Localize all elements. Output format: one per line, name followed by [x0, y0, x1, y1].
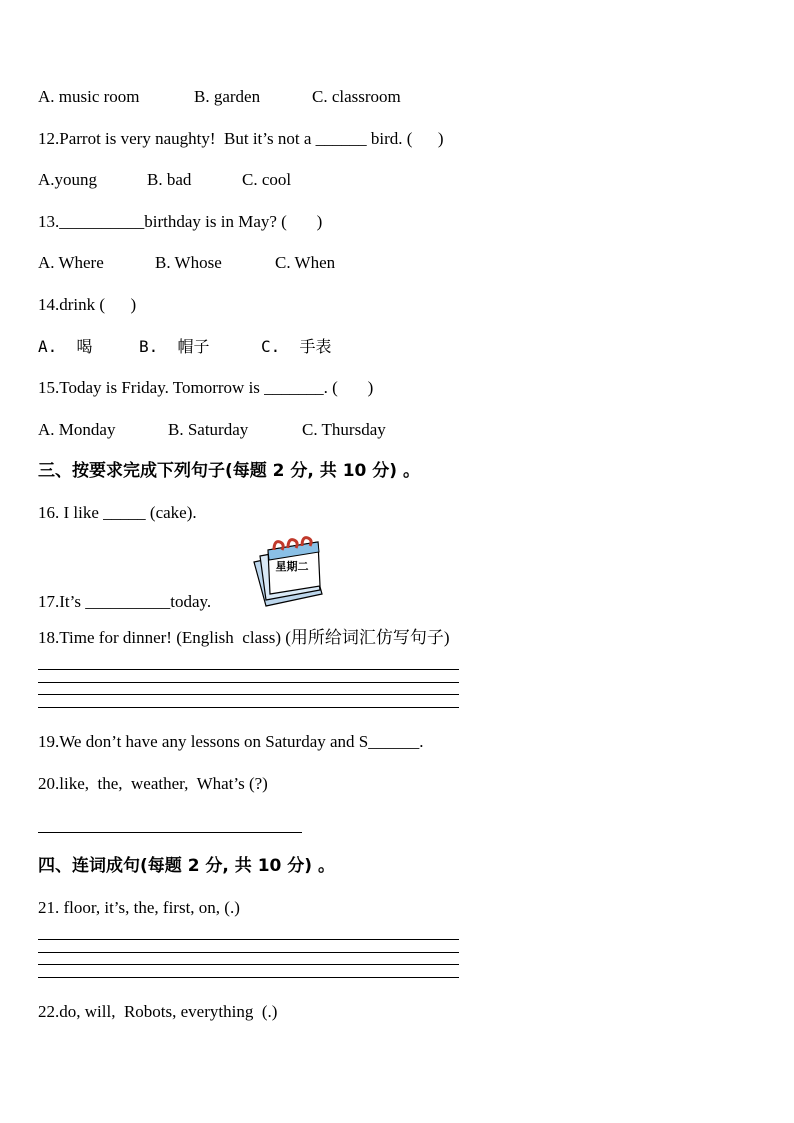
answer-line — [38, 952, 459, 953]
answer-line — [38, 707, 459, 708]
answer-line — [38, 669, 459, 670]
question-17: 17.It’s __________today. — [38, 592, 212, 611]
q13-option-a: A. Where — [38, 253, 104, 272]
q11-option-b: B. garden — [194, 87, 261, 106]
calendar-icon — [244, 536, 326, 608]
q12-option-c: C. cool — [242, 170, 292, 189]
answer-line — [38, 682, 459, 683]
answer-line — [38, 977, 459, 978]
question-16: 16. I like _____ (cake). — [38, 503, 197, 522]
question-21: 21. floor, it’s, the, first, on, (.) — [38, 898, 240, 917]
q12-option-a: A.young — [38, 170, 98, 189]
q15-option-b: B. Saturday — [168, 420, 249, 439]
question-22: 22.do, will, Robots, everything (.) — [38, 1002, 278, 1021]
answer-line — [38, 964, 459, 965]
q11-option-a: A. music room — [38, 87, 140, 106]
q12-option-b: B. bad — [147, 170, 192, 189]
answer-line — [38, 694, 459, 695]
q15-option-c: C. Thursday — [302, 420, 386, 439]
q13-option-b: B. Whose — [155, 253, 222, 272]
section-4-heading: 四、连词成句(每题 2 分, 共 10 分) 。 — [38, 856, 335, 876]
q14-option-a: A. 喝 — [38, 337, 93, 356]
answer-line — [38, 939, 459, 940]
q14-option-c: C. 手表 — [261, 337, 332, 356]
q15-option-a: A. Monday — [38, 420, 116, 439]
question-14: 14.drink ( ) — [38, 295, 137, 314]
q11-option-c: C. classroom — [312, 87, 401, 106]
question-19: 19.We don’t have any lessons on Saturday and S______. — [38, 732, 424, 751]
question-18: 18.Time for dinner! (English class) (用所给词汇仿写句子) — [38, 628, 450, 647]
q14-option-b: B. 帽子 — [139, 337, 210, 356]
question-15: 15.Today is Friday. Tomorrow is _______. ( ) — [38, 378, 374, 397]
question-12: 12.Parrot is very naughty! But it’s not a ______ bird. ( ) — [38, 129, 444, 148]
question-20: 20.like, the, weather, What’s (?) — [38, 774, 268, 793]
section-3-heading: 三、按要求完成下列句子(每题 2 分, 共 10 分) 。 — [38, 461, 420, 481]
answer-line — [38, 832, 302, 833]
q13-option-c: C. When — [275, 253, 336, 272]
calendar-label: 星期二 — [275, 560, 309, 573]
question-13: 13.__________birthday is in May? ( ) — [38, 212, 323, 231]
